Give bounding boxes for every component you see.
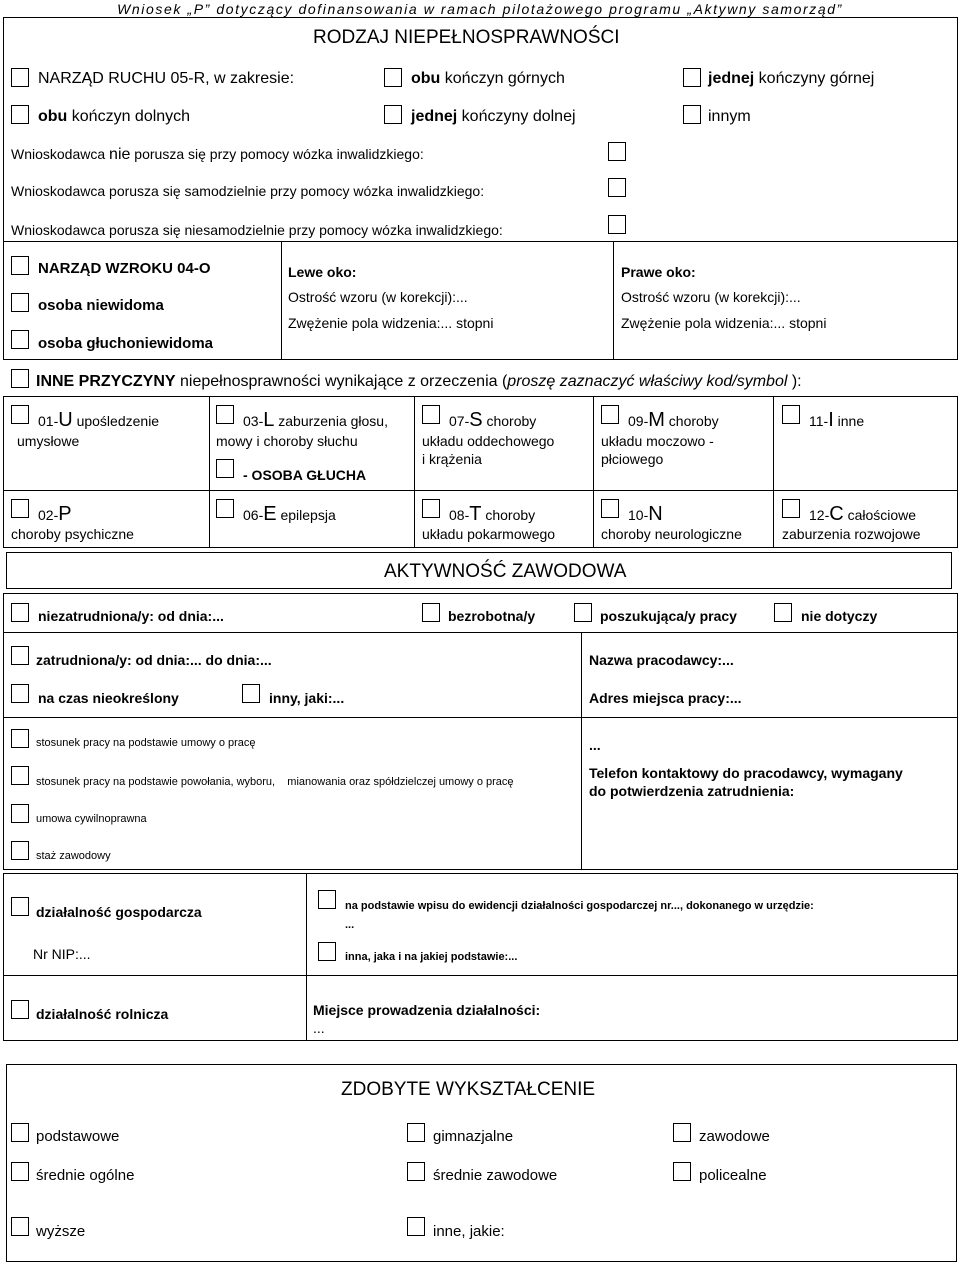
gimnazjalne-label: gimnazjalne	[433, 1128, 514, 1145]
bezrobotna-checkbox[interactable]	[422, 603, 440, 622]
podstawowe-label: podstawowe	[36, 1128, 120, 1145]
srednie-ogolne-checkbox[interactable]	[11, 1162, 29, 1181]
nie-dotyczy-label: nie dotyczy	[801, 608, 878, 624]
code-11-checkbox[interactable]	[782, 405, 800, 424]
vision-divider-left	[281, 241, 282, 360]
jednej-konczyny-gornej-checkbox[interactable]	[683, 68, 701, 87]
nieokreslony-checkbox[interactable]	[11, 684, 29, 703]
policealne-checkbox[interactable]	[673, 1162, 691, 1181]
code-11-label: 11-I inne	[809, 409, 865, 431]
vision-divider-right	[613, 241, 614, 360]
powolanie-label: stosunek pracy na podstawie powołania, wyboru, mianowania oraz spółdzielczej umowy o pracę	[36, 776, 514, 788]
zawodowe-checkbox[interactable]	[673, 1123, 691, 1142]
lewe-ostrosc-field[interactable]: Ostrość wzoru (w korekcji):...	[288, 289, 468, 305]
business-divider	[306, 873, 307, 976]
zatrudniona-checkbox[interactable]	[11, 646, 29, 665]
cywilnoprawna-label: umowa cywilnoprawna	[36, 813, 147, 825]
wyzsze-checkbox[interactable]	[11, 1217, 29, 1236]
code-09-label-2: układu moczowo -	[601, 433, 714, 449]
code-02-checkbox[interactable]	[11, 499, 29, 518]
srednie-zawodowe-checkbox[interactable]	[407, 1162, 425, 1181]
inny-checkbox[interactable]	[242, 684, 260, 703]
code-12-checkbox[interactable]	[782, 499, 800, 518]
wyzsze-label: wyższe	[36, 1223, 86, 1240]
vision-checkbox[interactable]	[11, 256, 29, 275]
inne-wyksztalcenie-label: inne, jakie:	[433, 1223, 505, 1240]
srednie-ogolne-label: średnie ogólne	[36, 1167, 135, 1184]
prawe-oko-title: Prawe oko:	[621, 264, 696, 280]
niewidoma-checkbox[interactable]	[11, 293, 29, 312]
code-01-checkbox[interactable]	[11, 405, 29, 424]
policealne-label: policealne	[699, 1167, 767, 1184]
bezrobotna-label: bezrobotna/y	[448, 608, 536, 624]
miejsce-title: Miejsce prowadzenia działalności:	[313, 1002, 541, 1018]
code-11-cell	[773, 396, 958, 491]
inna-podstawa-label: inna, jaka i na jakiej podstawie:...	[345, 951, 518, 963]
disability-title: RODZAJ NIEPEŁNOSPRAWNOŚCI	[313, 27, 620, 48]
wheelchair-self-label: Wnioskodawca porusza się samodzielnie przy pomocy wózka inwalidzkiego:	[11, 183, 485, 199]
telefon-label-1: Telefon kontaktowy do pracodawcy, wymagany	[589, 765, 903, 781]
niewidoma-label: osoba niewidoma	[38, 297, 164, 314]
wheelchair-not-checkbox[interactable]	[608, 142, 626, 161]
code-07-label-3: i krążenia	[422, 451, 482, 467]
gospodarcza-label: działalność gospodarcza	[36, 904, 202, 920]
code-07-label-2: układu oddechowego	[422, 433, 555, 449]
inna-podstawa-checkbox[interactable]	[318, 942, 336, 961]
document-header: Wniosek „P” dotyczący dofinansowania w ramach pilotażowego programu „Aktywny samorząd”	[117, 1, 843, 17]
code-03-label: 03-L zaburzenia głosu,	[243, 409, 388, 431]
powolanie-checkbox[interactable]	[11, 766, 29, 785]
code-02-label-2: choroby psychiczne	[11, 526, 134, 542]
code-09-label: 09-M choroby	[628, 409, 719, 431]
employment-hline-left	[3, 717, 582, 718]
obu-konczyn-gornych-label: obu kończyn górnych	[411, 70, 565, 87]
staz-checkbox[interactable]	[11, 841, 29, 860]
wheelchair-not-label: Wnioskodawca nie porusza się przy pomocy wózka inwalidzkiego:	[11, 146, 424, 163]
zawodowe-label: zawodowe	[699, 1128, 770, 1145]
srednie-zawodowe-label: średnie zawodowe	[433, 1167, 558, 1184]
wpis-label-2[interactable]: ...	[345, 919, 355, 931]
jednej-konczyny-dolnej-checkbox[interactable]	[384, 105, 402, 124]
code-07-label: 07-S choroby	[449, 409, 537, 431]
podstawowe-checkbox[interactable]	[11, 1123, 29, 1142]
nie-dotyczy-checkbox[interactable]	[774, 603, 792, 622]
code-12-label-2: zaburzenia rozwojowe	[782, 526, 921, 542]
osoba-glucha-checkbox[interactable]	[216, 459, 234, 478]
rolnicza-label: działalność rolnicza	[36, 1006, 169, 1022]
vision-label: NARZĄD WZROKU 04-O	[38, 260, 211, 277]
nieokreslony-label: na czas nieokreślony	[38, 690, 179, 706]
niezatrudniona-checkbox[interactable]	[11, 603, 29, 622]
code-12-label: 12-C całościowe	[809, 503, 917, 525]
code-08-checkbox[interactable]	[422, 499, 440, 518]
employment-divider	[581, 632, 582, 870]
gimnazjalne-checkbox[interactable]	[407, 1123, 425, 1142]
work-title: AKTYWNOŚĆ ZAWODOWA	[384, 561, 627, 582]
jednej-konczyny-gornej-label: jednej kończyny górnej	[708, 70, 875, 87]
obu-konczyn-gornych-checkbox[interactable]	[384, 68, 402, 87]
lewe-zwezenie-field[interactable]: Zwężenie pola widzenia:... stopni	[288, 315, 494, 331]
nip-field[interactable]: Nr NIP:...	[33, 946, 91, 962]
code-07-checkbox[interactable]	[422, 405, 440, 424]
code-10-checkbox[interactable]	[601, 499, 619, 518]
code-02-label: 02-P	[38, 503, 72, 525]
code-06-checkbox[interactable]	[216, 499, 234, 518]
wpis-label: na podstawie wpisu do ewidencji działalności gospodarczej nr..., dokonanego w urzędzie:	[345, 900, 814, 912]
code-10-label-2: choroby neurologiczne	[601, 526, 742, 542]
poszukujaca-label: poszukująca/y pracy	[600, 608, 737, 624]
innym-label: innym	[708, 108, 751, 125]
code-08-label-2: układu pokarmowego	[422, 526, 556, 542]
obu-konczyn-dolnych-checkbox[interactable]	[11, 105, 29, 124]
lewe-oko-title: Lewe oko:	[288, 264, 357, 280]
code-09-label-3: płciowego	[601, 451, 664, 467]
adres-pracy-field[interactable]: Adres miejsca pracy:...	[589, 690, 742, 706]
code-01-label-2: umysłowe	[17, 433, 80, 449]
umowa-prace-checkbox[interactable]	[11, 729, 29, 748]
education-title: ZDOBYTE WYKSZTAŁCENIE	[341, 1079, 596, 1100]
umowa-prace-label: stosunek pracy na podstawie umowy o pracę	[36, 737, 256, 749]
nazwa-pracodawcy-field[interactable]: Nazwa pracodawcy:...	[589, 652, 734, 668]
code-08-label: 08-T choroby	[449, 503, 536, 525]
wheelchair-assisted-label: Wnioskodawca porusza się niesamodzielnie przy pomocy wózka inwalidzkiego:	[11, 222, 503, 238]
jednej-konczyny-dolnej-label: jednej kończyny dolnej	[411, 108, 576, 125]
employment-hline-right	[581, 717, 958, 718]
inne-przyczyny-checkbox[interactable]	[11, 369, 29, 388]
code-06-label: 06-E epilepsja	[243, 503, 336, 525]
obu-konczyn-dolnych-label: obu kończyn dolnych	[38, 108, 191, 125]
code-09-checkbox[interactable]	[601, 405, 619, 424]
osoba-glucha-label: - OSOBA GŁUCHA	[243, 467, 367, 483]
telefon-label-2: do potwierdzenia zatrudnienia:	[589, 783, 795, 799]
code-10-label: 10-N	[628, 503, 663, 525]
prawe-ostrosc-field[interactable]: Ostrość wzoru (w korekcji):...	[621, 289, 801, 305]
gluchoniewidoma-checkbox[interactable]	[11, 330, 29, 349]
inny-label: inny, jaki:...	[269, 690, 345, 706]
organ-ruchu-label: NARZĄD RUCHU 05-R, w zakresie:	[38, 70, 295, 87]
inne-wyksztalcenie-checkbox[interactable]	[407, 1217, 425, 1236]
gospodarcza-checkbox[interactable]	[11, 897, 29, 916]
rolnicza-checkbox[interactable]	[11, 1000, 29, 1019]
employer-extra-field[interactable]: ...	[589, 737, 601, 753]
code-01-label: 01-U upośledzenie	[38, 409, 160, 431]
wpis-checkbox[interactable]	[318, 890, 336, 909]
organ-ruchu-checkbox[interactable]	[11, 68, 29, 87]
poszukujaca-checkbox[interactable]	[574, 603, 592, 622]
zatrudniona-label: zatrudniona/y: od dnia:... do dnia:...	[36, 652, 272, 668]
wheelchair-self-checkbox[interactable]	[608, 178, 626, 197]
staz-label: staż zawodowy	[36, 850, 111, 862]
prawe-zwezenie-field[interactable]: Zwężenie pola widzenia:... stopni	[621, 315, 827, 331]
inne-przyczyny-label: INNE PRZYCZYNY niepełnosprawności wynikające z orzeczenia (proszę zaznaczyć właściwy kod/symbol ):	[36, 373, 802, 390]
innym-checkbox[interactable]	[683, 105, 701, 124]
cywilnoprawna-checkbox[interactable]	[11, 804, 29, 823]
gluchoniewidoma-label: osoba głuchoniewidoma	[38, 335, 214, 352]
niezatrudniona-label: niezatrudniona/y: od dnia:...	[38, 608, 224, 624]
wheelchair-assisted-checkbox[interactable]	[608, 215, 626, 234]
miejsce-field[interactable]: ...	[313, 1020, 325, 1036]
farming-divider	[306, 975, 307, 1041]
code-03-label-2: mowy i choroby słuchu	[216, 433, 358, 449]
code-03-checkbox[interactable]	[216, 405, 234, 424]
